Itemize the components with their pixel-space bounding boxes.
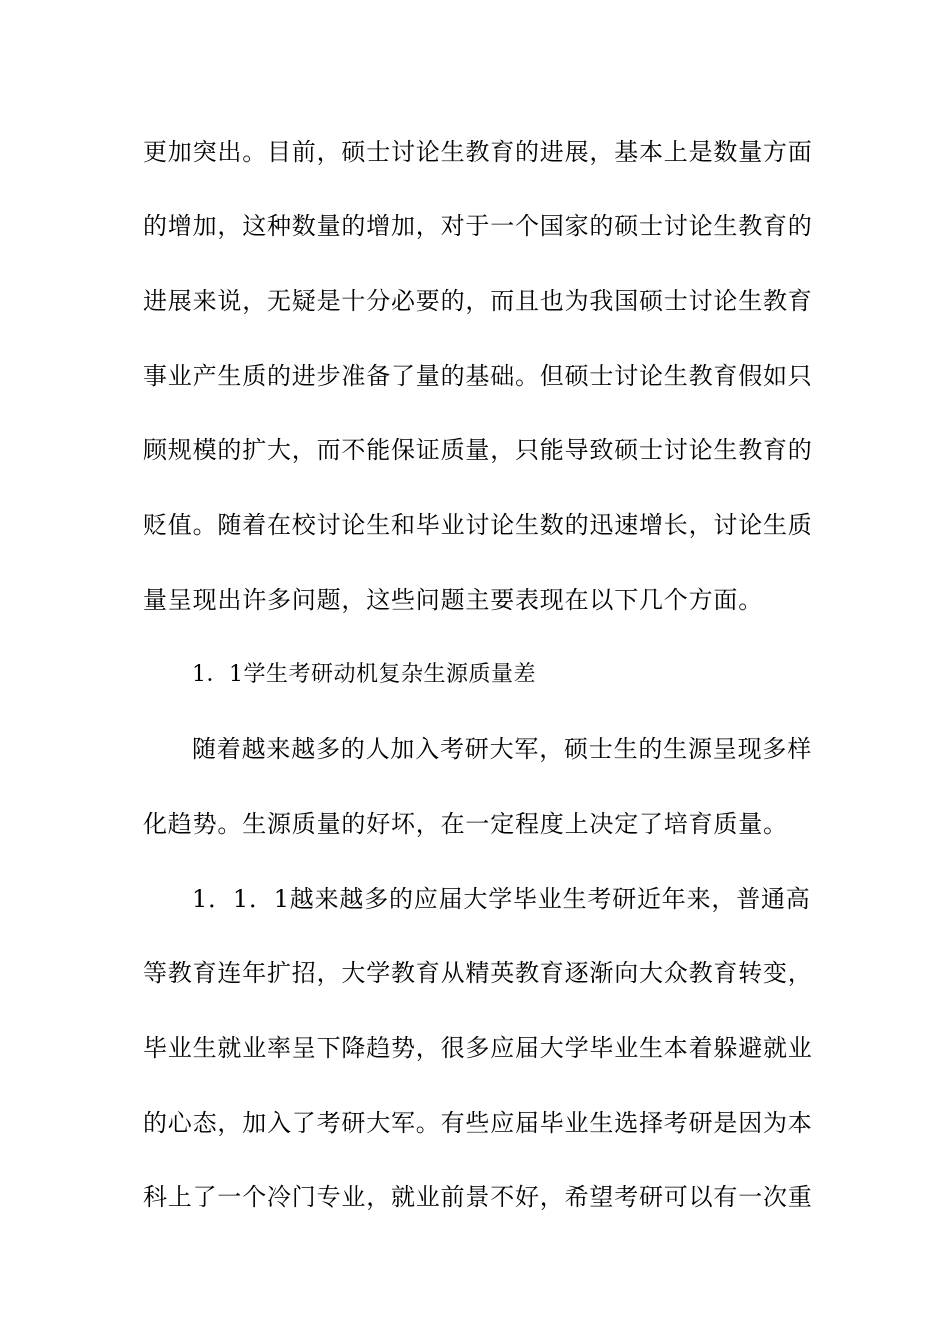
paragraph-line: 贬值。随着在校讨论生和毕业讨论生数的迅速增长，讨论生质 <box>143 511 813 539</box>
paragraph-line: 的心态，加入了考研大军。有些应届毕业生选择考研是因为本 <box>143 1109 813 1137</box>
paragraph-line: 等教育连年扩招，大学教育从精英教育逐渐向大众教育转变， <box>143 959 813 987</box>
paragraph-line: 进展来说，无疑是十分必要的，而且也为我国硕士讨论生教育 <box>143 287 813 315</box>
subsection-line: 1．1．1越来越多的应届大学毕业生考研近年来，普通高 <box>192 885 811 913</box>
paragraph-line: 化趋势。生源质量的好坏，在一定程度上决定了培育质量。 <box>143 810 788 838</box>
paragraph-line: 更加突出。目前，硕士讨论生教育的进展，基本上是数量方面 <box>143 138 813 166</box>
paragraph-line: 量呈现出许多问题，这些问题主要表现在以下几个方面。 <box>143 586 763 614</box>
paragraph-line: 毕业生就业率呈下降趋势，很多应届大学毕业生本着躲避就业 <box>143 1034 813 1062</box>
paragraph-line: 顾规模的扩大，而不能保证质量，只能导致硕士讨论生教育的 <box>143 436 813 464</box>
paragraph-line: 事业产生质的进步准备了量的基础。但硕士讨论生教育假如只 <box>143 362 813 390</box>
section-heading: 1．1学生考研动机复杂生源质量差 <box>192 662 536 687</box>
paragraph-line: 科上了一个冷门专业，就业前景不好，希望考研可以有一次重 <box>143 1183 813 1211</box>
paragraph-line: 随着越来越多的人加入考研大军，硕士生的生源呈现多样 <box>192 735 812 763</box>
paragraph-line: 的增加，这种数量的增加，对于一个国家的硕士讨论生教育的 <box>143 212 813 240</box>
